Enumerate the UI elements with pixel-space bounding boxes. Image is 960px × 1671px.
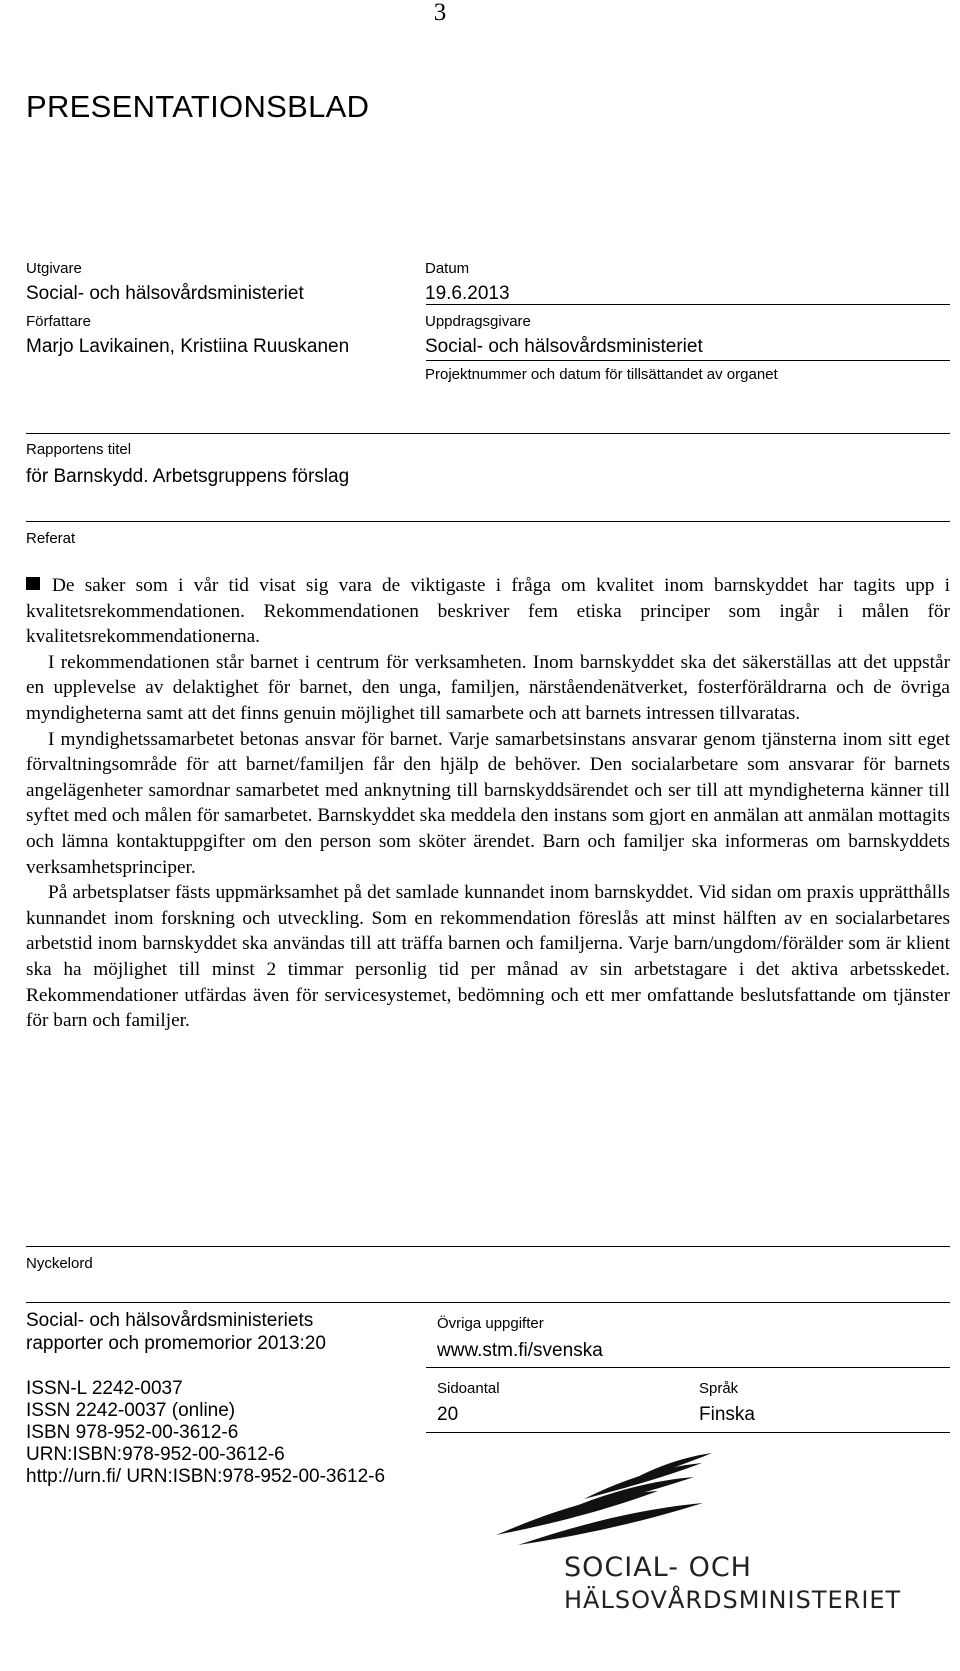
- authors-label: Författare: [26, 313, 92, 330]
- identifiers-list: [26, 1378, 385, 1488]
- date-divider: [426, 304, 950, 305]
- commissioner-value: Social- och hälsovårdsministeriet: [425, 336, 703, 357]
- other-info-divider: [426, 1367, 950, 1368]
- publisher-label: Utgivare: [26, 260, 82, 277]
- date-label: Datum: [425, 260, 470, 277]
- language-label: Språk: [699, 1380, 739, 1397]
- pages-value: 20: [437, 1404, 459, 1425]
- commissioner-label: Uppdragsgivare: [425, 313, 531, 330]
- abstract-paragraph: På arbetsplatser fästs uppmärksamhet på det samlade kunnandet inom barnskyddet. Vid sidan om praxis upprätthålls kunnandet inom forskning och utveckling. Som en rekommendation föreslås att minst hälften av en socialarbetares arbetstid inom barnskyddet ska användas till att träffa barnen och familjerna. Varje barn/ungdom/förälder som är klient ska ha möjlighet till minst 2 timmar personlig tid per månad av sin arbetstagare i det aktiva arbetsskedet. Rekommendationer utfärdas även för servicesystemet, bedömning och ett mer omfattande beslutsfattande om tjänster för barn och familjer.: [26, 882, 950, 1032]
- page-number: 3: [433, 0, 447, 26]
- abstract-label: Referat: [26, 530, 76, 547]
- keywords-divider: [26, 1246, 950, 1247]
- report-title-value: för Barnskydd. Arbetsgruppens förslag: [26, 466, 350, 487]
- report-title-label: Rapportens titel: [26, 441, 132, 458]
- identifier-item: ISSN 2242-0037 (online): [26, 1400, 236, 1421]
- pages-divider: [426, 1432, 950, 1433]
- commissioner-divider: [426, 360, 950, 361]
- logo-line1: SOCIAL- OCH: [564, 1552, 752, 1583]
- series-divider: [26, 1302, 950, 1303]
- abstract-paragraph: I rekommendationen står barnet i centrum för verksamheten. Inom barnskyddet ska det säkerställas att det uppstår en upplevelse av delaktighet för barnet, den unga, familjen, närståendenätverket, fosterföräldrarna och de övriga myndigheterna samt att det finns genuin möjlighet till samarbete och att barnets intressen tillvaratas.: [26, 651, 950, 724]
- other-info-label: Övriga uppgifter: [437, 1315, 544, 1332]
- report-title-divider: [26, 433, 950, 434]
- series-line1: Social- och hälsovårdsministeriets: [26, 1310, 314, 1331]
- abstract-paragraph: I myndighetssamarbetet betonas ansvar för barnet. Varje samarbetsinstans ansvarar genom tjänsterna inom sitt eget förvaltningsområde för att barnet/familjen får den hjälp de behöver. Den socialarbetare som ansvarar för barnets angelägenheter samordnar samarbetet med anknytning till barnskyddsärendet och ser till att myndigheterna känner till syftet med och målen för samarbetet. Barnskyddet ska meddela den instans som gjort en anmälan att anmälan mottagits och lämna kontaktuppgifter om den person som sköter ärendet. Barn och familjer ska informeras om barnskyddets verksamhetsprinciper.: [26, 728, 950, 878]
- project-number-label: Projektnummer och datum för tillsättandet av organet: [425, 366, 778, 383]
- abstract-paragraph: De saker som i vår tid visat sig vara de viktigaste i fråga om kvalitet inom barnskyddet har tagits upp i kvalitetsrekommendationen. Rekommendationen beskriver fem etiska principer som ingår i målen för kvalitetsrekommendationerna.: [26, 575, 950, 648]
- date-value: 19.6.2013: [425, 283, 510, 304]
- identifier-item: URN:ISBN:978-952-00-3612-6: [26, 1444, 285, 1465]
- abstract-divider: [26, 521, 950, 522]
- identifier-link[interactable]: http://urn.fi/ URN:ISBN:978-952-00-3612-6: [26, 1466, 386, 1487]
- page-title: PRESENTATIONSBLAD: [26, 89, 370, 124]
- publisher-value: Social- och hälsovårdsministeriet: [26, 283, 304, 304]
- series-line2: rapporter och promemorior 2013:20: [26, 1333, 326, 1354]
- square-bullet-icon: [26, 577, 40, 590]
- language-value: Finska: [699, 1404, 755, 1425]
- authors-value: Marjo Lavikainen, Kristiina Ruuskanen: [26, 336, 350, 357]
- logo-line2: HÄLSOVÅRDSMINISTERIET: [564, 1586, 902, 1614]
- identifier-item: ISSN-L 2242-0037: [26, 1378, 183, 1399]
- abstract-body: [26, 573, 950, 1034]
- ministry-logo: [488, 1443, 902, 1653]
- pages-label: Sidoantal: [437, 1380, 500, 1397]
- identifier-item: ISBN 978-952-00-3612-6: [26, 1422, 239, 1443]
- keywords-label: Nyckelord: [26, 1255, 93, 1272]
- ministry-swoosh-icon: [488, 1443, 848, 1553]
- other-info-link[interactable]: www.stm.fi/svenska: [437, 1340, 603, 1361]
